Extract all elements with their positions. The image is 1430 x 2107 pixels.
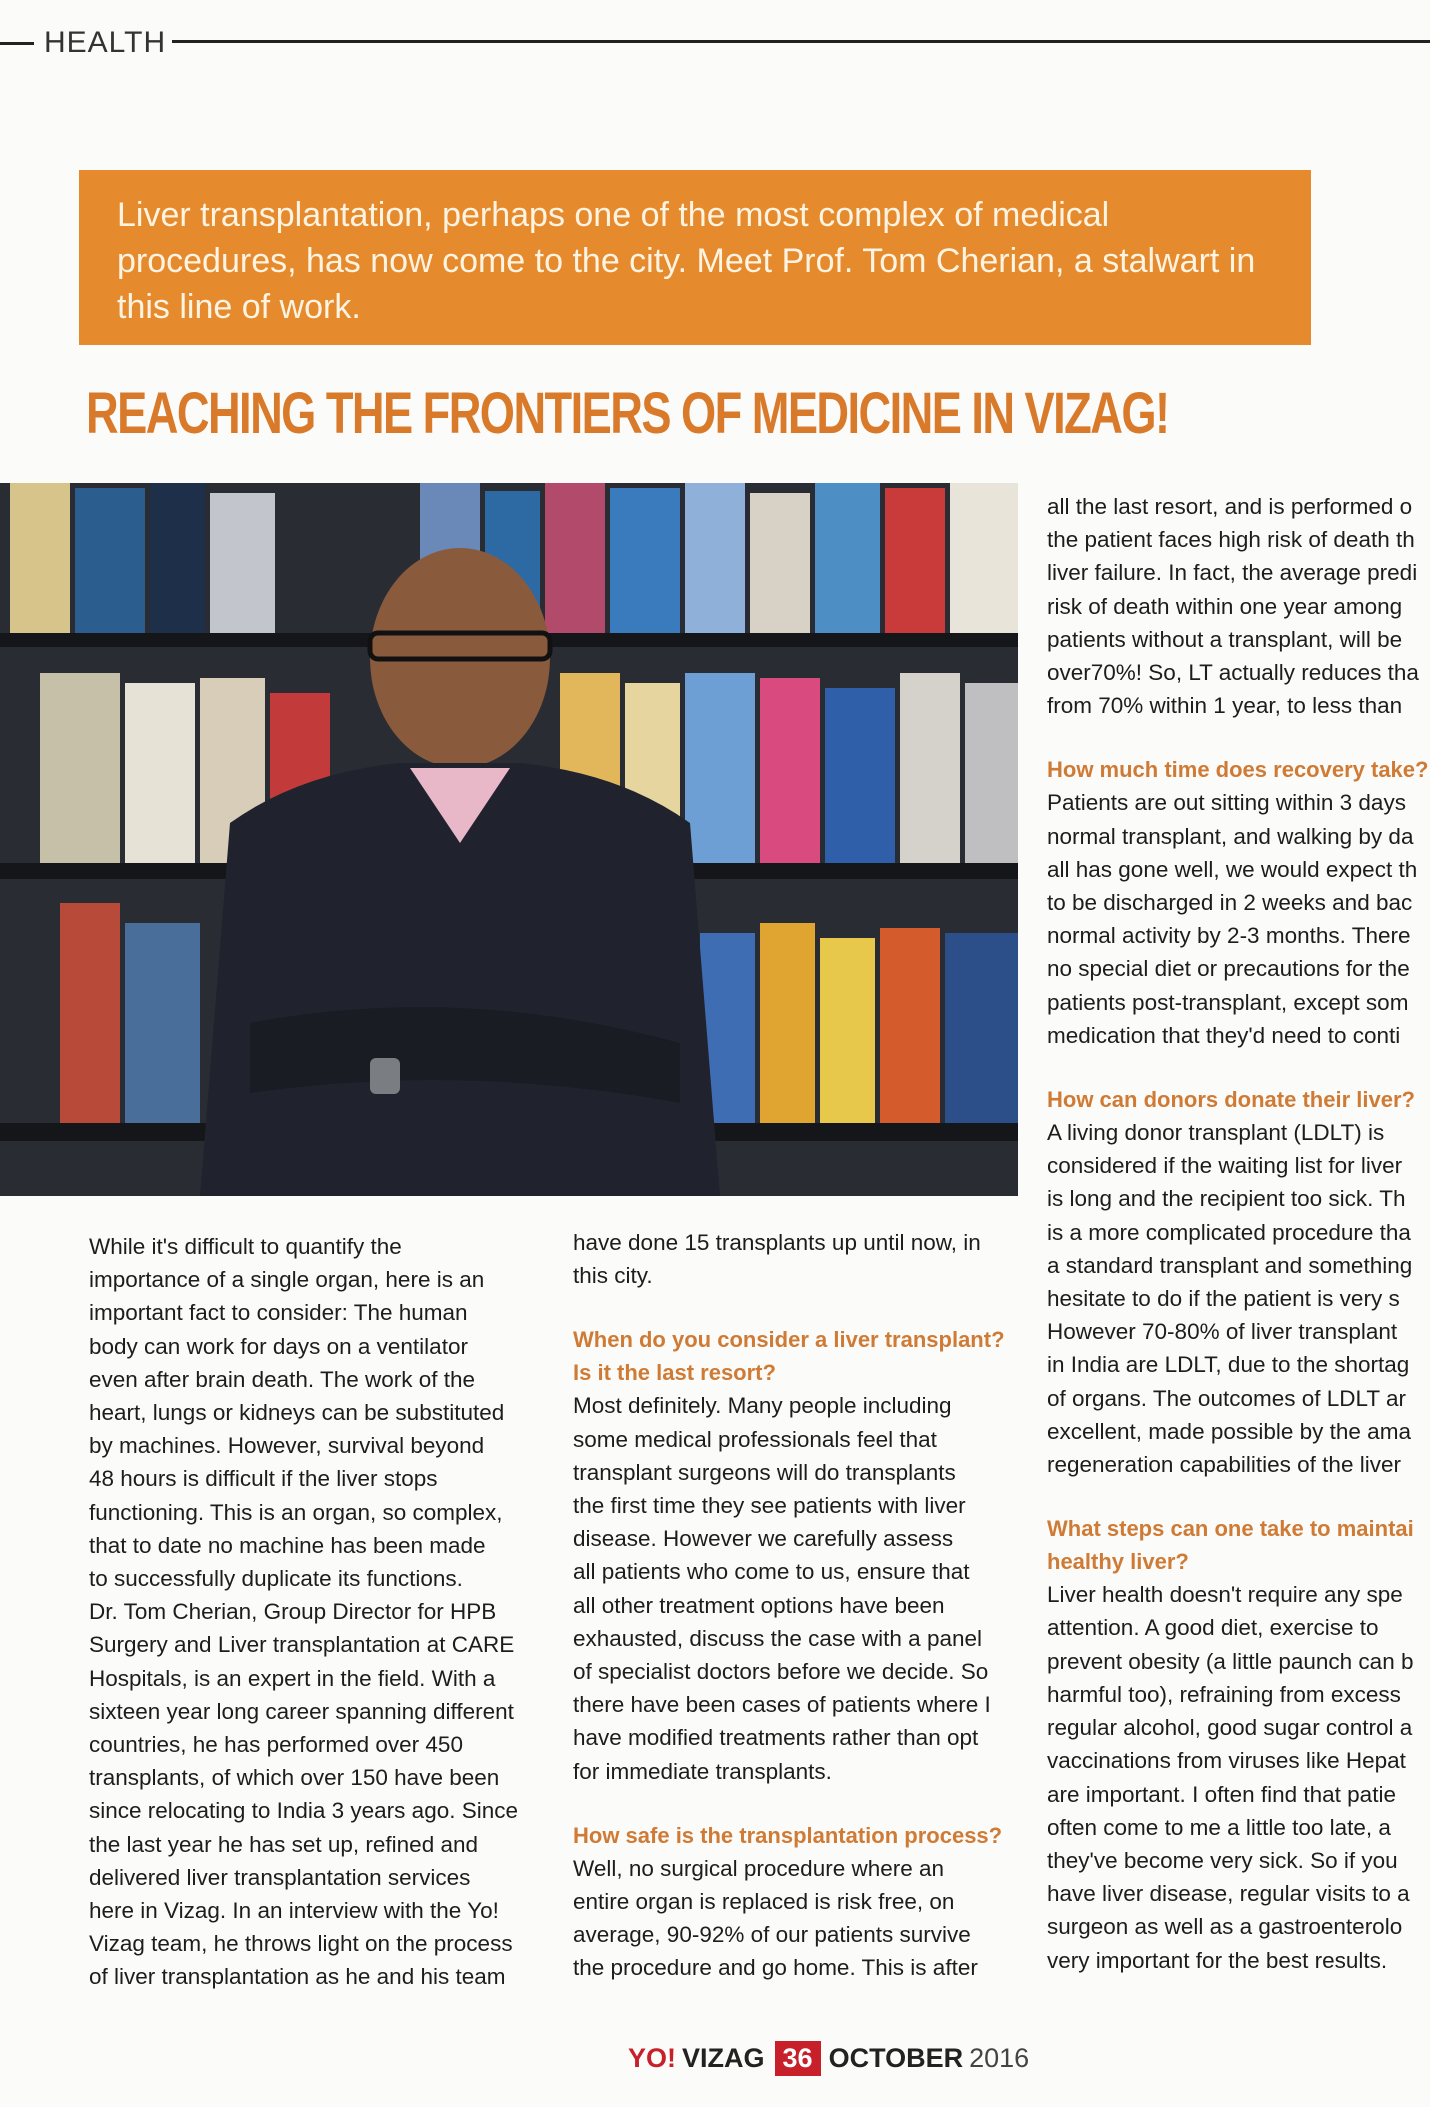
col1-line: since relocating to India 3 years ago. Since	[89, 1798, 519, 1824]
col2-line: Most definitely. Many people including	[573, 1393, 952, 1419]
col3-line: vaccinations from viruses like Hepat	[1047, 1748, 1406, 1774]
col2-line: have done 15 transplants up until now, in	[573, 1230, 981, 1255]
footer-brand-vizag: VIZAG	[682, 2042, 765, 2073]
col2-line: Well, no surgical procedure where an	[573, 1855, 945, 1881]
col3-line: regeneration capabilities of the liver	[1047, 1452, 1401, 1478]
col3-line: is long and the recipient too sick. Th	[1047, 1186, 1406, 1212]
col3-line: patients without a transplant, will be	[1047, 626, 1403, 652]
col2-line: some medical professionals feel that	[573, 1426, 937, 1452]
question-heading: When do you consider a liver transplant?	[573, 1327, 1005, 1353]
col1-line: even after brain death. The work of the	[89, 1366, 476, 1392]
col3-line: is a more complicated procedure tha	[1047, 1219, 1411, 1245]
col3-line: excellent, made possible by the ama	[1047, 1418, 1411, 1444]
col1-line: delivered liver transplantation services	[89, 1864, 471, 1890]
col2-line: there have been cases of patients where I	[573, 1692, 991, 1718]
col1-line: functioning. This is an organ, so complex,	[89, 1499, 503, 1525]
col3-line: regular alcohol, good sugar control a	[1047, 1715, 1413, 1741]
col2-line: disease. However we carefully assess	[573, 1526, 954, 1552]
col1-line: Hospitals, is an expert in the field. With a	[89, 1665, 496, 1691]
article-title: REACHING THE FRONTIERS OF MEDICINE IN VIZAG!	[86, 381, 1169, 446]
column-3	[1047, 490, 1430, 1990]
col3-line: they've become very sick. So if you	[1047, 1847, 1398, 1873]
col2-line: for immediate transplants.	[573, 1758, 832, 1784]
col1-line: here in Vizag. In an interview with the Yo!	[89, 1898, 499, 1924]
col1-line: that to date no machine has been made	[89, 1532, 486, 1558]
col3-line: the patient faces high risk of death th	[1047, 527, 1415, 553]
question-heading: How much time does recovery take?	[1047, 757, 1429, 783]
col3-line: from 70% within 1 year, to less than	[1047, 693, 1403, 719]
col3-line: patients post-transplant, except som	[1047, 989, 1409, 1015]
col2-line: all patients who come to us, ensure that	[573, 1559, 970, 1585]
col3-line: A living donor transplant (LDLT) is	[1047, 1120, 1385, 1146]
col3-line: surgeon as well as a gastroenterolo	[1047, 1914, 1403, 1940]
col1-line: Surgery and Liver transplantation at CARE	[89, 1632, 515, 1658]
col1-line: While it's difficult to quantify the	[89, 1234, 402, 1259]
col3-line: attention. A good diet, exercise to	[1047, 1615, 1379, 1641]
col3-line: harmful too), refraining from excess	[1047, 1681, 1401, 1707]
question-heading: Is it the last resort?	[573, 1360, 776, 1386]
footer-month: OCTOBER	[828, 2042, 964, 2073]
section-label: HEALTH	[44, 26, 167, 59]
col2-line: exhausted, discuss the case with a panel	[573, 1625, 982, 1651]
col3-line: in India are LDLT, due to the shortag	[1047, 1352, 1410, 1378]
col3-line: of organs. The outcomes of LDLT ar	[1047, 1385, 1406, 1411]
col3-line: considered if the waiting list for liver	[1047, 1153, 1403, 1179]
question-heading: What steps can one take to maintai	[1047, 1516, 1414, 1542]
intro-box: Liver transplantation, perhaps one of the most complex of medical procedures, has now come to the city. Meet Prof. Tom Cherian, a stalwart in this line of work.	[79, 170, 1311, 345]
col3-line: are important. I often find that patie	[1047, 1781, 1396, 1807]
question-heading: healthy liver?	[1047, 1549, 1189, 1575]
col1-line: sixteen year long career spanning different	[89, 1698, 514, 1724]
col1-line: the last year he has set up, refined and	[89, 1831, 479, 1857]
col3-line: medication that they'd need to conti	[1047, 1022, 1401, 1048]
col1-line: countries, he has performed over 450	[89, 1732, 463, 1758]
col2-line: entire organ is replaced is risk free, on	[573, 1889, 955, 1915]
page-footer	[628, 2038, 1029, 2078]
page-number: 36	[775, 2041, 821, 2076]
col3-line: no special diet or precautions for the	[1047, 956, 1410, 982]
col3-line: a standard transplant and something	[1047, 1252, 1413, 1278]
col3-line: liver failure. In fact, the average predi	[1047, 560, 1418, 586]
question-heading: How safe is the transplantation process?	[573, 1822, 1003, 1848]
col2-line: this city.	[573, 1263, 653, 1289]
col3-line: often come to me a little too late, a	[1047, 1814, 1391, 1840]
col1-line: by machines. However, survival beyond	[89, 1433, 485, 1459]
col3-line: all the last resort, and is performed o	[1047, 494, 1413, 519]
portrait-photo	[0, 483, 1018, 1196]
col2-line: the first time they see patients with liver	[573, 1493, 966, 1519]
col3-line: Patients are out sitting within 3 days	[1047, 790, 1406, 816]
col3-line: normal activity by 2-3 months. There	[1047, 923, 1411, 949]
column-2	[573, 1226, 1021, 1985]
col2-line: have modified treatments rather than opt	[573, 1725, 979, 1751]
col3-line: risk of death within one year among	[1047, 593, 1403, 619]
col1-line: Vizag team, he throws light on the process	[89, 1931, 513, 1957]
col2-line: of specialist doctors before we decide. So	[573, 1659, 989, 1685]
col3-line: Liver health doesn't require any spe	[1047, 1582, 1403, 1608]
col1-line: to successfully duplicate its functions.	[89, 1566, 463, 1592]
footer-year: 2016	[969, 2042, 1030, 2073]
col1-line: body can work for days on a ventilator	[89, 1333, 468, 1359]
col3-line: have liver disease, regular visits to a	[1047, 1881, 1410, 1907]
col1-line: of liver transplantation as he and his team	[89, 1964, 506, 1990]
bookshelf-portrait-image	[0, 483, 1018, 1196]
footer-brand-yo: YO!	[628, 2042, 677, 2073]
col1-line: important fact to consider: The human	[89, 1300, 468, 1326]
header-rule-left	[0, 42, 34, 45]
col1-line: 48 hours is difficult if the liver stops	[89, 1466, 438, 1492]
col3-line: very important for the best results.	[1047, 1947, 1388, 1973]
col3-line: over70%! So, LT actually reduces tha	[1047, 660, 1419, 686]
question-heading: How can donors donate their liver?	[1047, 1087, 1415, 1113]
col2-line: transplant surgeons will do transplants	[573, 1459, 956, 1485]
col2-line: all other treatment options have been	[573, 1592, 945, 1618]
col3-line: prevent obesity (a little paunch can b	[1047, 1648, 1414, 1674]
header-rule-right	[172, 40, 1430, 43]
col1-line: importance of a single organ, here is an	[89, 1267, 485, 1293]
col3-line: hesitate to do if the patient is very s	[1047, 1286, 1400, 1312]
col3-line: to be discharged in 2 weeks and bac	[1047, 890, 1413, 916]
col1-line: heart, lungs or kidneys can be substituted	[89, 1400, 505, 1426]
col2-line: average, 90-92% of our patients survive	[573, 1922, 971, 1948]
col1-line: transplants, of which over 150 have been	[89, 1765, 500, 1791]
col3-line: However 70-80% of liver transplant	[1047, 1319, 1398, 1345]
col1-line: Dr. Tom Cherian, Group Director for HPB	[89, 1599, 497, 1625]
col3-line: all has gone well, we would expect th	[1047, 856, 1418, 882]
column-1	[89, 1230, 549, 1994]
col2-line: the procedure and go home. This is after	[573, 1955, 978, 1981]
col3-line: normal transplant, and walking by da	[1047, 823, 1414, 849]
